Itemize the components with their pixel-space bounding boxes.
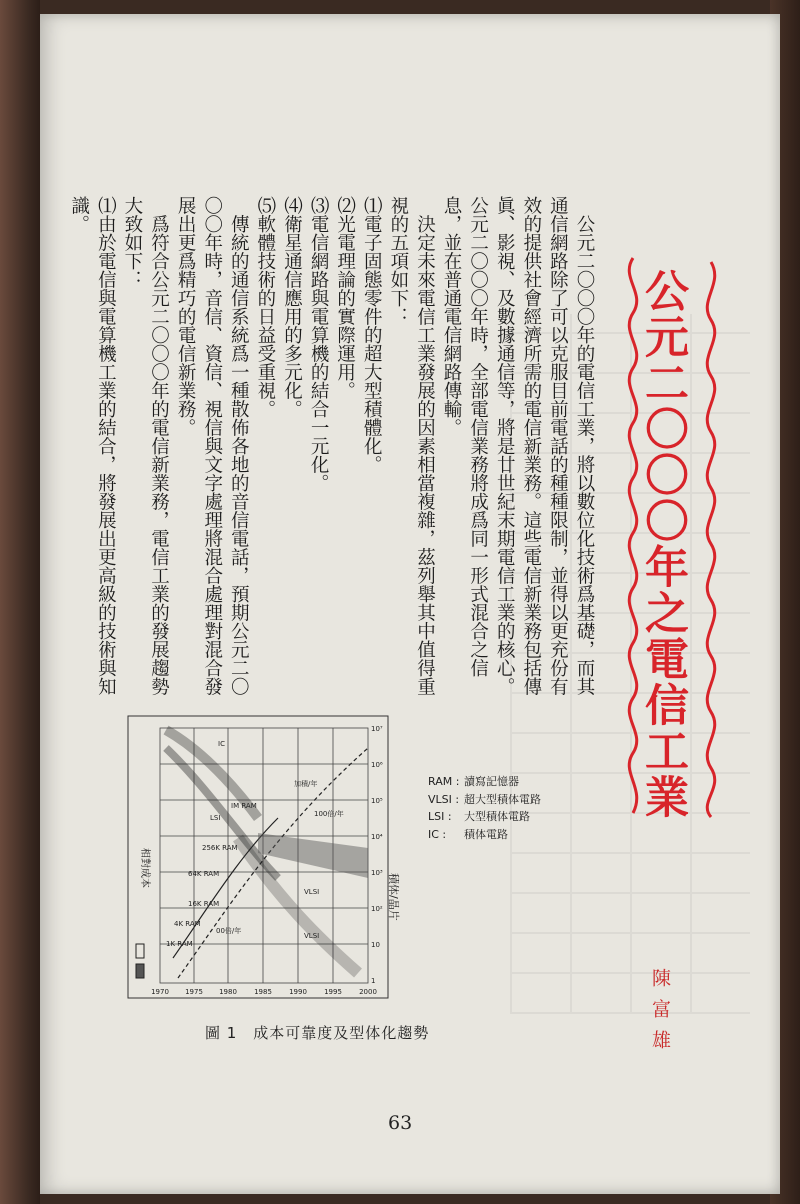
curve-label: VLSI — [304, 888, 320, 896]
right-axis-label: 積体/晶片 — [387, 873, 400, 921]
author-name: 陳富雄 — [649, 968, 671, 1061]
right-tick: 10² — [371, 905, 383, 913]
trend-figure — [118, 708, 408, 1008]
title-flame-right — [696, 262, 726, 822]
curve-label: 00倍/年 — [216, 927, 242, 935]
curve-label: LSI — [210, 814, 221, 822]
legend-row: RAM : 讀寫記憶器 — [428, 775, 519, 788]
right-tick-labels — [371, 725, 383, 985]
right-tick: 10⁶ — [371, 761, 383, 769]
legend-row: IC : 積体電路 — [428, 827, 508, 841]
legend-row: VLSI : 超大型積体電路 — [428, 792, 541, 806]
curve-label: 4K RAM — [174, 920, 201, 928]
x-tick: 1975 — [185, 988, 203, 996]
right-tick: 10 — [371, 941, 380, 949]
list-item-1: ⑴電子固態零件的超大型積體化。 — [361, 196, 383, 474]
x-tick: 1985 — [254, 988, 272, 996]
book-cover-edge — [0, 0, 40, 1204]
curve-label: VLSI — [304, 932, 320, 940]
paragraph-4: 爲符合公元二〇〇〇年的電信新業務，電信工業的發展趨勢大致如下： — [121, 196, 170, 696]
list-item-2: ⑵光電理論的實際運用。 — [334, 196, 356, 400]
list-item-3: ⑶電信網路與電算機的結合一元化。 — [308, 196, 330, 492]
curve-label: IM RAM — [231, 802, 257, 810]
paragraph-3: 傳統的通信系統爲一種散佈各地的音信電話，預期公元二〇〇〇年時，音信、資信、視信與文字處理將混合處理對混合發展出更爲精巧的電信新業務。 — [175, 196, 250, 696]
figure-legend — [428, 773, 541, 843]
right-tick: 10⁴ — [371, 833, 383, 841]
page-number: 63 — [388, 1112, 413, 1134]
figure-curves — [166, 730, 368, 978]
x-tick: 1970 — [151, 988, 169, 996]
list-item-5: ⑸軟體技術的日益受重視。 — [254, 196, 276, 418]
curve-label: IC — [218, 740, 225, 748]
curve-label: 加積/年 — [294, 780, 318, 788]
list-item-4: ⑷衛星通信應用的多元化。 — [281, 196, 303, 418]
right-tick: 10⁷ — [371, 725, 383, 733]
curve-label: 16K RAM — [188, 900, 220, 908]
left-legend-marks — [136, 944, 144, 978]
curve-label: 1K RAM — [166, 940, 193, 948]
article-title: 公元二〇〇〇年之電信工業 — [637, 268, 688, 820]
lsi-band — [166, 748, 278, 878]
right-tick: 1 — [371, 977, 376, 985]
right-tick: 10⁵ — [371, 797, 383, 805]
article-body — [68, 196, 597, 696]
x-tick: 2000 — [359, 988, 377, 996]
left-axis-label: 相對成本 — [139, 848, 150, 888]
figure-caption: 圖 1 成本可靠度及型体化趨勢 — [205, 1024, 430, 1042]
x-tick: 1995 — [324, 988, 342, 996]
x-tick-labels — [151, 988, 377, 996]
paragraph-1: 公元二〇〇〇年的電信工業，將以數位化技術爲基礎，而其通信網路除了可以克服目前電話的種種限制，並得以更充份有效的提供社會經濟所需的電信新業務。這些電信新業務包括傳眞、影視、及數據通信等，將是廿世紀末期電信工業的核心。公元二〇〇〇年時，全部電信業務將成爲同一形式混合之信息，並在普通電信網路傳輸。 — [441, 196, 595, 696]
legend-row: LSI : 大型積体電路 — [428, 810, 530, 823]
right-tick: 10³ — [371, 869, 383, 877]
x-tick: 1990 — [289, 988, 307, 996]
paragraph-2: 決定未來電信工業發展的因素相當複雜，茲列舉其中值得重視的五項如下： — [387, 196, 436, 696]
paragraph-5: ⑴由於電信與電算機工業的結合，將發展出更高級的技術與知識。 — [68, 196, 117, 696]
curve-label: 64K RAM — [188, 870, 220, 878]
curve-label: 100倍/年 — [314, 810, 344, 818]
curve-label: 256K RAM — [202, 844, 238, 852]
x-tick: 1980 — [219, 988, 237, 996]
